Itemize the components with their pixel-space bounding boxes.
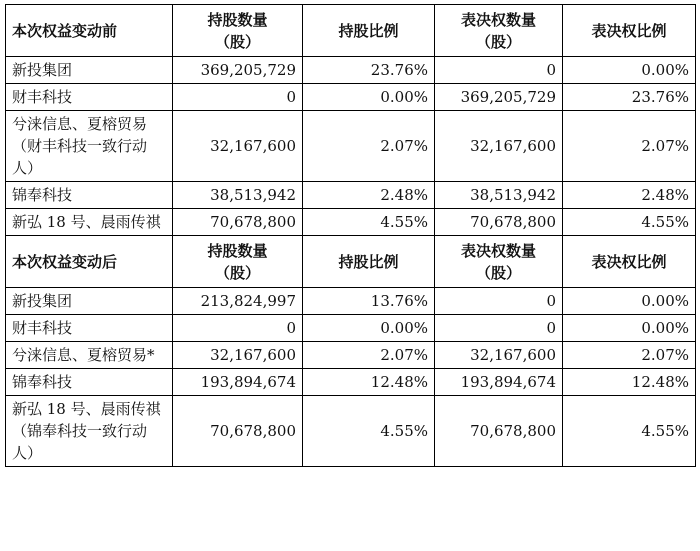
table-row bbox=[6, 209, 696, 236]
shareholding-ratio-cell: 0.00% bbox=[303, 315, 435, 342]
voting-shares-cell: 70,678,800 bbox=[435, 209, 563, 236]
voting-ratio-cell: 4.55% bbox=[563, 209, 696, 236]
shareholder-name: 财丰科技 bbox=[6, 84, 173, 111]
header-before-title: 本次权益变动前 bbox=[6, 5, 173, 57]
shareholder-name: 新弘 18 号、晨雨传祺（锦奉科技一致行动人） bbox=[6, 396, 173, 467]
voting-shares-cell: 369,205,729 bbox=[435, 84, 563, 111]
shareholder-name: 财丰科技 bbox=[6, 315, 173, 342]
shareholding-ratio-cell: 23.76% bbox=[303, 57, 435, 84]
voting-ratio-cell: 4.55% bbox=[563, 396, 696, 467]
header-after-title: 本次权益变动后 bbox=[6, 236, 173, 288]
voting-shares-cell: 32,167,600 bbox=[435, 342, 563, 369]
table-row bbox=[6, 315, 696, 342]
table-row bbox=[6, 288, 696, 315]
shareholder-name: 兮涞信息、夏榕贸易* bbox=[6, 342, 173, 369]
shares-held-cell: 32,167,600 bbox=[173, 111, 303, 182]
voting-ratio-cell: 23.76% bbox=[563, 84, 696, 111]
shares-held-cell: 0 bbox=[173, 315, 303, 342]
shares-held-cell: 70,678,800 bbox=[173, 209, 303, 236]
shareholding-ratio-cell: 0.00% bbox=[303, 84, 435, 111]
table-row bbox=[6, 369, 696, 396]
shareholding-ratio-cell: 2.07% bbox=[303, 111, 435, 182]
shares-held-cell: 369,205,729 bbox=[173, 57, 303, 84]
header-row-after bbox=[6, 236, 696, 288]
header-shareholding-ratio: 持股比例 bbox=[303, 5, 435, 57]
voting-shares-cell: 0 bbox=[435, 57, 563, 84]
shareholder-name: 新弘 18 号、晨雨传祺 bbox=[6, 209, 173, 236]
voting-ratio-cell: 0.00% bbox=[563, 315, 696, 342]
shareholder-name: 兮涞信息、夏榕贸易（财丰科技一致行动人） bbox=[6, 111, 173, 182]
header-voting-shares: 表决权数量 （股） bbox=[435, 236, 563, 288]
header-voting-ratio: 表决权比例 bbox=[563, 236, 696, 288]
table-row bbox=[6, 342, 696, 369]
shares-held-cell: 0 bbox=[173, 84, 303, 111]
shares-held-cell: 38,513,942 bbox=[173, 182, 303, 209]
voting-shares-cell: 0 bbox=[435, 288, 563, 315]
table-row bbox=[6, 111, 696, 182]
shares-held-cell: 193,894,674 bbox=[173, 369, 303, 396]
shareholder-name: 新投集团 bbox=[6, 288, 173, 315]
header-voting-shares: 表决权数量 （股） bbox=[435, 5, 563, 57]
voting-ratio-cell: 0.00% bbox=[563, 288, 696, 315]
header-shareholding-ratio: 持股比例 bbox=[303, 236, 435, 288]
voting-shares-cell: 193,894,674 bbox=[435, 369, 563, 396]
table-row bbox=[6, 182, 696, 209]
header-shares-held: 持股数量 （股） bbox=[173, 236, 303, 288]
voting-ratio-cell: 2.07% bbox=[563, 111, 696, 182]
shareholding-ratio-cell: 13.76% bbox=[303, 288, 435, 315]
shareholding-ratio-cell: 4.55% bbox=[303, 396, 435, 467]
shareholding-ratio-cell: 4.55% bbox=[303, 209, 435, 236]
after-rows bbox=[6, 288, 696, 467]
voting-ratio-cell: 12.48% bbox=[563, 369, 696, 396]
before-rows bbox=[6, 57, 696, 236]
shareholder-name: 锦奉科技 bbox=[6, 182, 173, 209]
voting-ratio-cell: 0.00% bbox=[563, 57, 696, 84]
voting-shares-cell: 0 bbox=[435, 315, 563, 342]
shares-held-cell: 70,678,800 bbox=[173, 396, 303, 467]
shareholder-name: 锦奉科技 bbox=[6, 369, 173, 396]
table-row bbox=[6, 396, 696, 467]
voting-shares-cell: 70,678,800 bbox=[435, 396, 563, 467]
voting-shares-cell: 38,513,942 bbox=[435, 182, 563, 209]
header-voting-ratio: 表决权比例 bbox=[563, 5, 696, 57]
shareholding-ratio-cell: 12.48% bbox=[303, 369, 435, 396]
equity-change-table bbox=[5, 4, 696, 467]
header-shares-held: 持股数量 （股） bbox=[173, 5, 303, 57]
table-row bbox=[6, 84, 696, 111]
header-row-before bbox=[6, 5, 696, 57]
shares-held-cell: 32,167,600 bbox=[173, 342, 303, 369]
voting-ratio-cell: 2.07% bbox=[563, 342, 696, 369]
equity-change-table-container bbox=[5, 4, 695, 467]
shareholder-name: 新投集团 bbox=[6, 57, 173, 84]
shareholding-ratio-cell: 2.07% bbox=[303, 342, 435, 369]
voting-shares-cell: 32,167,600 bbox=[435, 111, 563, 182]
shares-held-cell: 213,824,997 bbox=[173, 288, 303, 315]
table-row bbox=[6, 57, 696, 84]
shareholding-ratio-cell: 2.48% bbox=[303, 182, 435, 209]
voting-ratio-cell: 2.48% bbox=[563, 182, 696, 209]
